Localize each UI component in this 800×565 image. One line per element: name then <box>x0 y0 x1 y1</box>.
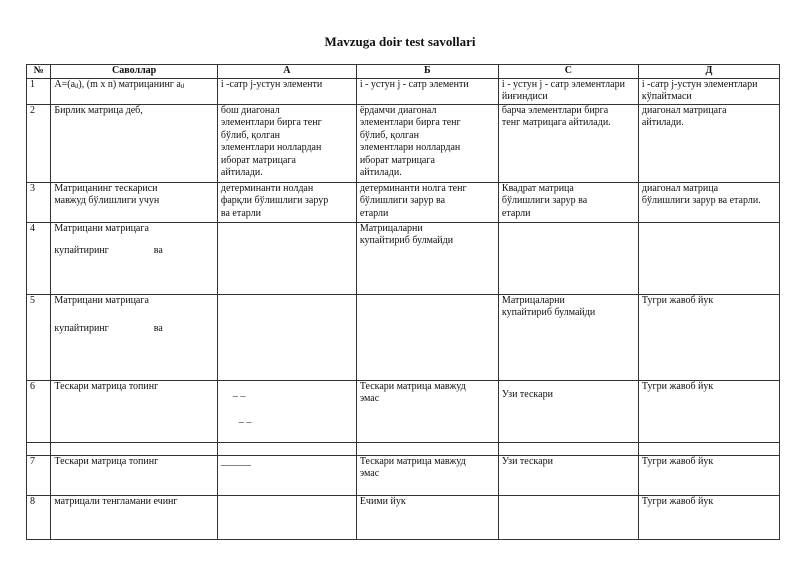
row-number: 4 <box>27 222 51 294</box>
option-d-cell: Тугри жавоб йук <box>638 294 779 380</box>
row-number: 8 <box>27 495 51 539</box>
option-b-cell: Тескари матрица мавжуд эмас <box>356 380 498 442</box>
question-word: ва <box>153 323 163 334</box>
question-cell <box>51 294 218 380</box>
row-number: 6 <box>27 380 51 442</box>
table-row <box>27 442 780 455</box>
option-b-cell: Матрицаларни купайтириб булмайди <box>356 222 498 294</box>
table-header-row <box>27 65 780 79</box>
option-a-cell: i -сатр j-устун элементи <box>217 78 356 104</box>
option-c-cell <box>498 222 638 294</box>
table-row <box>27 104 780 182</box>
question-cell: Бирлик матрица деб, <box>51 104 218 182</box>
row-number: 5 <box>27 294 51 380</box>
row-number: 1 <box>27 78 51 104</box>
table-row <box>27 78 780 104</box>
option-d-cell: Тугри жавоб йук <box>638 495 779 539</box>
row-number: 2 <box>27 104 51 182</box>
question-cell: Тескари матрица топинг <box>51 380 218 442</box>
option-a-cell <box>217 380 356 442</box>
header-option-a: A <box>217 65 356 79</box>
option-c-cell: барча элементлари бирга тенг матрицага айтилади. <box>498 104 638 182</box>
question-word: купайтиринг <box>54 323 109 334</box>
option-b-cell: i - устун j - сатр элементи <box>356 78 498 104</box>
table-row <box>27 495 780 539</box>
option-c-cell: Узи тескари <box>498 455 638 495</box>
header-number: № <box>27 65 51 79</box>
page-title: Mavzuga doir test savollari <box>324 34 476 49</box>
question-cell: матрицали тенгламани ечинг <box>51 495 218 539</box>
question-cell <box>51 222 218 294</box>
question-word: купайтиринг <box>54 245 109 256</box>
option-c-cell <box>498 495 638 539</box>
option-a-cell: ______ <box>217 455 356 495</box>
table-row <box>27 222 780 294</box>
header-option-b: Б <box>356 65 498 79</box>
option-c-cell: Квадрат матрица бўлишлиги зарур ва етарли <box>498 182 638 222</box>
question-word: ва <box>153 245 163 256</box>
table-row <box>27 294 780 380</box>
option-b-cell: ёрдамчи диагонал элементлари бирга тенг бўлиб, қолган элементлари ноллардан иборат матрицага айтилади. <box>356 104 498 182</box>
question-cell: A=(aᵢⱼ), (m x n) матрицанинг aᵢⱼ <box>51 78 218 104</box>
option-d-cell <box>638 222 779 294</box>
option-a-dashes: – – <box>238 417 252 428</box>
question-cell: Тескари матрица топинг <box>51 455 218 495</box>
option-b-cell <box>356 294 498 380</box>
option-d-cell: i -сатр j-устун элементлари кўпайтмаси <box>638 78 779 104</box>
question-cell: Матрицанинг тескариси мавжуд бўлишлиги учун <box>51 182 218 222</box>
table-row <box>27 380 780 442</box>
header-questions: Саволлар <box>51 65 218 79</box>
option-b-cell: Тескари матрица мавжуд эмас <box>356 455 498 495</box>
question-line <box>54 245 214 258</box>
option-c-cell: Матрицаларни купайтириб булмайди <box>498 294 638 380</box>
option-c-text: Узи тескари <box>501 388 553 400</box>
option-d-cell: Тугри жавоб йук <box>638 455 779 495</box>
option-d-cell: диагонал матрицага айтилади. <box>638 104 779 182</box>
option-a-cell <box>217 294 356 380</box>
row-number: 3 <box>27 182 51 222</box>
option-c-cell <box>498 380 638 442</box>
option-b-cell: детерминанти нолга тенг бўлишлиги зарур ва етарли <box>356 182 498 222</box>
option-a-cell: бош диагонал элементлари бирга тенг бўлиб, қолган элементлари ноллардан иборат матрицага айтилади. <box>217 104 356 182</box>
option-a-cell <box>217 222 356 294</box>
row-number: 7 <box>27 455 51 495</box>
option-d-cell: диагонал матрица бўлишлиги зарур ва етарли. <box>638 182 779 222</box>
test-questions-table <box>26 64 780 540</box>
option-c-cell: i - устун j - сатр элементлари йиғиндиси <box>498 78 638 104</box>
table-row <box>27 182 780 222</box>
option-a-cell <box>217 495 356 539</box>
header-option-c: С <box>498 65 638 79</box>
option-a-dashes: – – <box>232 390 246 402</box>
question-line <box>54 323 214 336</box>
option-b-cell: Ечими йук <box>356 495 498 539</box>
option-a-cell: детерминанти нолдан фарқли бўлишлиги зарур ва етарли <box>217 182 356 222</box>
question-line: Матрицани матрицага <box>54 222 149 234</box>
table-row <box>27 455 780 495</box>
header-option-d: Д <box>638 65 779 79</box>
option-d-cell: Тугри жавоб йук <box>638 380 779 442</box>
question-line: Матрицани матрицага <box>54 294 149 306</box>
